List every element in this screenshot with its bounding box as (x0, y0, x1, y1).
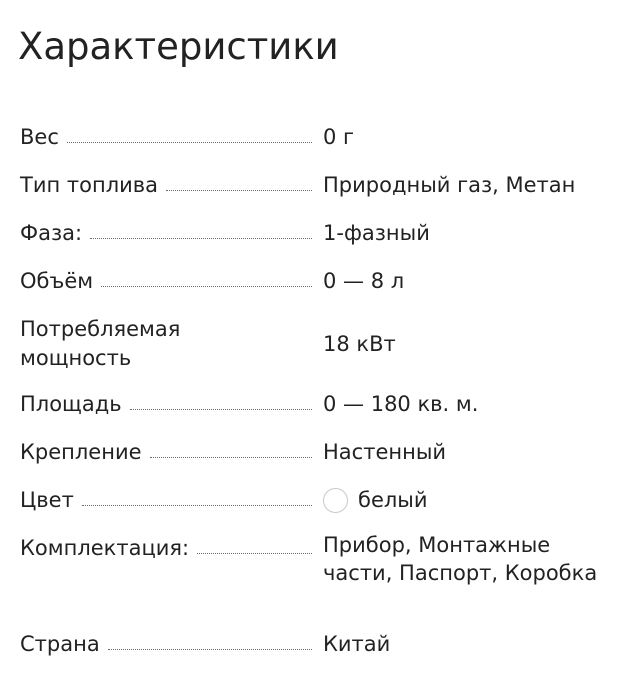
spec-label: Вес (20, 124, 59, 149)
dotted-leader (150, 457, 312, 458)
spec-value: Прибор, Монтажные части, Паспорт, Коробка (323, 533, 598, 585)
dotted-leader (67, 142, 312, 143)
specs-list (20, 120, 620, 661)
spec-row-power (20, 312, 620, 376)
section-title: Характеристики (18, 25, 339, 68)
spec-value: Настенный (323, 440, 447, 464)
spec-label: Крепление (20, 439, 142, 464)
spec-value: 0 г (323, 125, 355, 149)
dotted-leader (130, 409, 312, 410)
spec-label: Объём (20, 268, 94, 293)
spec-value: белый (358, 488, 428, 512)
dotted-leader (101, 286, 312, 287)
color-swatch (323, 488, 348, 513)
spec-row-mounting (20, 435, 620, 469)
spec-label: Страна (20, 631, 100, 656)
dotted-leader (82, 505, 312, 506)
spec-value: 1-фазный (323, 221, 430, 245)
spec-row-package (20, 531, 620, 617)
spec-row-fuel-type (20, 168, 620, 202)
spec-label: Фаза: (20, 220, 83, 245)
spec-row-color (20, 483, 620, 517)
spec-label: Площадь (20, 391, 122, 416)
spec-row-volume (20, 264, 620, 298)
spec-value: Природный газ, Метан (323, 173, 576, 197)
dotted-leader (108, 649, 312, 650)
spec-label: Потребляемая мощность (20, 317, 181, 370)
spec-label: Комплектация: (20, 536, 190, 560)
spec-row-country (20, 627, 620, 661)
spec-label: Тип топлива (20, 172, 159, 197)
spec-row-weight (20, 120, 620, 154)
spec-row-area (20, 387, 620, 421)
spec-label: Цвет (20, 487, 74, 512)
spec-value: 0 — 8 л (323, 269, 405, 293)
spec-value: 0 — 180 кв. м. (323, 392, 479, 416)
spec-value: 18 кВт (323, 332, 396, 356)
dotted-leader (90, 238, 312, 239)
dotted-leader (166, 190, 312, 191)
spec-row-phase (20, 216, 620, 250)
spec-value: Китай (323, 632, 391, 656)
dotted-leader (197, 553, 312, 554)
